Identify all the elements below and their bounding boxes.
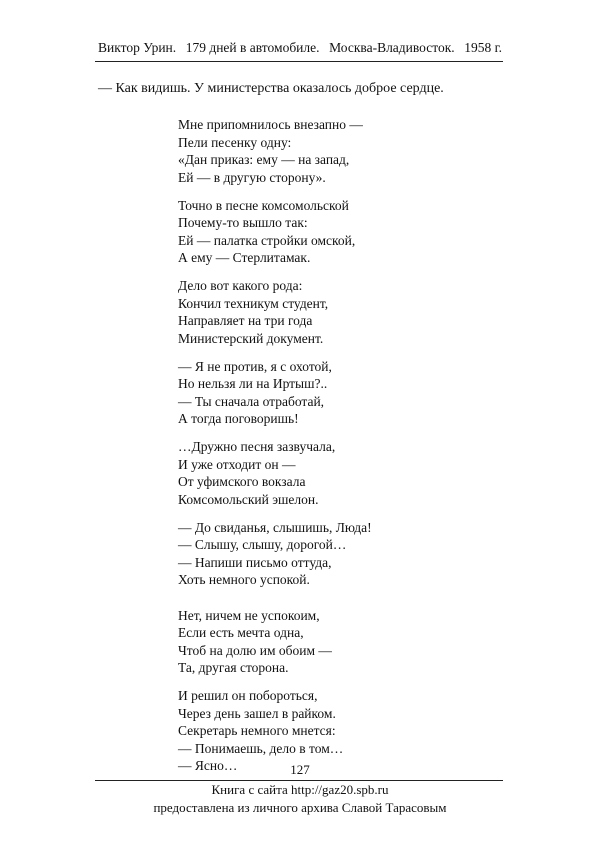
poem-line: Через день зашел в райком.	[178, 705, 336, 721]
poem-line: Ей — палатка стройки омской,	[178, 232, 356, 248]
poem-line: Кончил техникум студент,	[178, 295, 329, 311]
poem-line: Нет, ничем не успокоим,	[178, 607, 320, 623]
poem-line: — Ясно…	[178, 758, 238, 773]
header-rule	[95, 61, 503, 62]
poem-line: — Ты сначала отработай,	[178, 393, 325, 409]
poem-line: Мне припомнилось внезапно —	[178, 117, 363, 132]
poem-line: А ему — Стерлитамак.	[178, 250, 311, 265]
poem-line: Секретарь немного мнется:	[178, 723, 336, 738]
running-header	[98, 40, 502, 56]
poem-stanza	[178, 519, 372, 589]
poem-stanza	[178, 607, 372, 677]
header-author: Виктор Урин.	[98, 40, 177, 55]
poem-line: …Дружно песня зазвучала,	[178, 439, 336, 454]
header-year: 1958 г.	[464, 40, 502, 55]
poem-line: — Понимаешь, дело в том…	[178, 740, 344, 756]
poem-line: — Слышу, слышу, дорогой…	[178, 537, 347, 552]
poem-line: Почему-то вышло так:	[178, 215, 308, 230]
poem-line: — Я не против, я с охотой,	[178, 358, 332, 374]
poem-line: Направляет на три года	[178, 313, 313, 328]
footer	[0, 781, 600, 817]
poem-line: Чтоб на долю им обоим —	[178, 642, 332, 658]
poem-line: И уже отходит он —	[178, 456, 296, 472]
poem-stanza	[178, 358, 372, 428]
poem-line: — До свиданья, слышишь, Люда!	[178, 519, 372, 535]
lead-paragraph: — Как видишь. У министерства оказалось доброе сердце.	[98, 81, 444, 96]
poem-line: Дело вот какого рода:	[178, 278, 303, 293]
poem-line: «Дан приказ: ему — на запад,	[178, 152, 350, 167]
poem-line: Но нельзя ли на Иртыш?..	[178, 376, 328, 391]
header-title: 179 дней в автомобиле.	[185, 40, 320, 55]
poem-line: Если есть мечта одна,	[178, 625, 304, 640]
poem-line: Та, другая сторона.	[178, 660, 289, 675]
poem-line: Ей — в другую сторону».	[178, 169, 326, 185]
header-route: Москва-Владивосток.	[329, 40, 455, 55]
poem-line: Комсомольский эшелон.	[178, 491, 319, 507]
poem-line: Точно в песне комсомольской	[178, 197, 349, 213]
poem-line: А тогда поговоришь!	[178, 411, 299, 426]
poem-line: Министерский документ.	[178, 330, 324, 346]
poem-stanza	[178, 116, 372, 186]
poem	[178, 116, 372, 785]
poem-line: Хоть немного успокой.	[178, 572, 310, 587]
poem-stanza	[178, 277, 372, 347]
poem-stanza	[178, 438, 372, 508]
poem-line: От уфимского вокзала	[178, 474, 306, 489]
page-number: 127	[290, 762, 310, 777]
footer-source-line: Книга с сайта http://gaz20.spb.ru	[211, 782, 389, 797]
poem-line: Пели песенку одну:	[178, 134, 292, 150]
poem-line: — Напиши письмо оттуда,	[178, 554, 332, 570]
poem-line: И решил он побороться,	[178, 688, 318, 703]
poem-stanza	[178, 197, 372, 267]
footer-credit-line: предоставлена из личного архива Славой Тарасовым	[153, 800, 447, 815]
